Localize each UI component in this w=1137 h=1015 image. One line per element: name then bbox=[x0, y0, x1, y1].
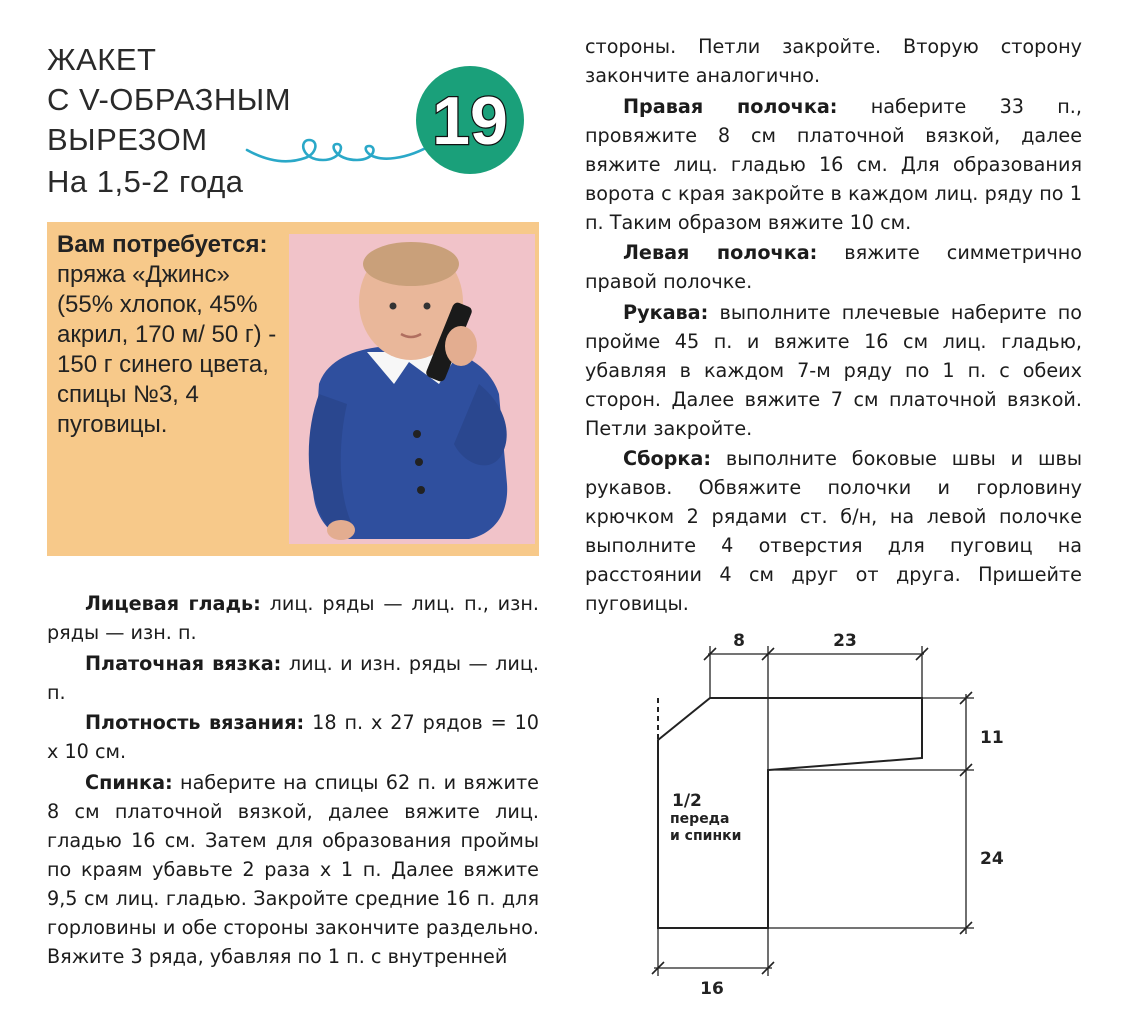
dimension-right-upper: 11 bbox=[980, 728, 1004, 748]
paragraph-left-front bbox=[585, 238, 1082, 296]
size-label: На 1,5-2 года bbox=[47, 164, 244, 199]
text-garter: лиц. и изн. ряды — лиц. п. bbox=[47, 651, 539, 704]
text-sleeves: выполните плечевые наберите по пройме 45 п. и вяжите 16 см лиц. гладью, убавляя в каждом 7-м ряду по 1 п. с обеих сторон. Далее вяжите 7 см платочной вязкой. Петли закройте. bbox=[585, 300, 1082, 440]
label-right-front: Правая полочка: bbox=[623, 94, 838, 118]
label-garter: Платочная вязка: bbox=[85, 651, 282, 675]
text-right-front: наберите 33 п., провяжите 8 см платочной вязкой, далее вяжите лиц. гладью 16 см. Для образования ворота с края закройте в каждом лиц. ряду по 1 п. Таким образом вяжите 10 см. bbox=[585, 94, 1082, 234]
paragraph-back-continued bbox=[585, 32, 1082, 90]
label-assembly: Сборка: bbox=[623, 447, 712, 470]
paragraph-stockinette bbox=[47, 589, 539, 647]
text-left-front: вяжите симметрично правой полочке. bbox=[585, 241, 1083, 293]
text-gauge: 18 п. х 27 рядов = 10 х 10 см. bbox=[47, 711, 539, 763]
instructions-left-column bbox=[47, 589, 539, 972]
paragraph-right-front bbox=[585, 92, 1082, 237]
dimension-top-right: 23 bbox=[833, 631, 857, 651]
dimension-bottom: 16 bbox=[700, 979, 724, 999]
label-sleeves: Рукава: bbox=[623, 300, 709, 324]
baby-photo bbox=[289, 234, 535, 544]
title-line-1: ЖАКЕТ bbox=[47, 42, 157, 77]
label-left-front: Левая полочка: bbox=[623, 241, 818, 264]
materials-heading: Вам потребуется: bbox=[57, 231, 268, 258]
paragraph-garter bbox=[47, 649, 539, 707]
text-back: наберите на спицы 62 п. и вяжите 8 см платочной вязкой, далее вяжите лиц. гладью 16 см. Затем для образования проймы по краям убавьте 2 раза х 1 п. Далее вяжите 9,5 см лиц. гладью. Закройте средние 16 п. для горловины и обе стороны закончите раздельно. Вяжите 3 ряда, убавляя по 1 п. с внутренней bbox=[47, 770, 539, 968]
paragraph-sleeves bbox=[585, 298, 1082, 443]
label-stockinette: Лицевая гладь: bbox=[85, 592, 261, 615]
knitting-schematic bbox=[640, 630, 1020, 1000]
title-line-3: ВЫРЕЗОМ bbox=[47, 122, 208, 157]
decorative-swirl-icon bbox=[245, 130, 435, 175]
schematic-label-fraction: 1/2 bbox=[672, 791, 702, 811]
instructions-right-column bbox=[585, 32, 1082, 620]
title-line-2: С V-ОБРАЗНЫМ bbox=[47, 82, 292, 117]
paragraph-back bbox=[47, 768, 539, 971]
label-gauge: Плотность вязания: bbox=[85, 711, 305, 734]
paragraph-assembly bbox=[585, 444, 1082, 618]
text-stockinette: лиц. ряды — лиц. п., изн. ряды — изн. п. bbox=[47, 592, 539, 644]
dimension-right-lower: 24 bbox=[980, 849, 1004, 869]
dimension-top-left: 8 bbox=[733, 631, 745, 651]
materials-text bbox=[57, 230, 287, 440]
text-assembly: выполните боковые швы и швы рукавов. Обвяжите полочки и горловину крючком 2 рядами ст. б/н, на левой полочке выполните 4 отверстия для пуговиц на расстоянии 4 см друг от друга. Пришейте пуговицы. bbox=[585, 447, 1082, 615]
pattern-number: 19 bbox=[432, 83, 508, 159]
paragraph-gauge bbox=[47, 708, 539, 766]
schematic-label-back: и спинки bbox=[670, 828, 742, 844]
pattern-number-badge bbox=[414, 64, 526, 176]
text-back-continued: стороны. Петли закройте. Вторую сторону закончите аналогично. bbox=[585, 35, 1082, 87]
schematic-label-front: переда bbox=[670, 811, 730, 827]
materials-description: пряжа «Джинс» (55% хлопок, 45% акрил, 170 м/ 50 г) - 150 г синего цвета, спицы №3, 4 пуговицы. bbox=[57, 261, 277, 438]
materials-box bbox=[47, 222, 539, 556]
label-back: Спинка: bbox=[85, 770, 173, 794]
